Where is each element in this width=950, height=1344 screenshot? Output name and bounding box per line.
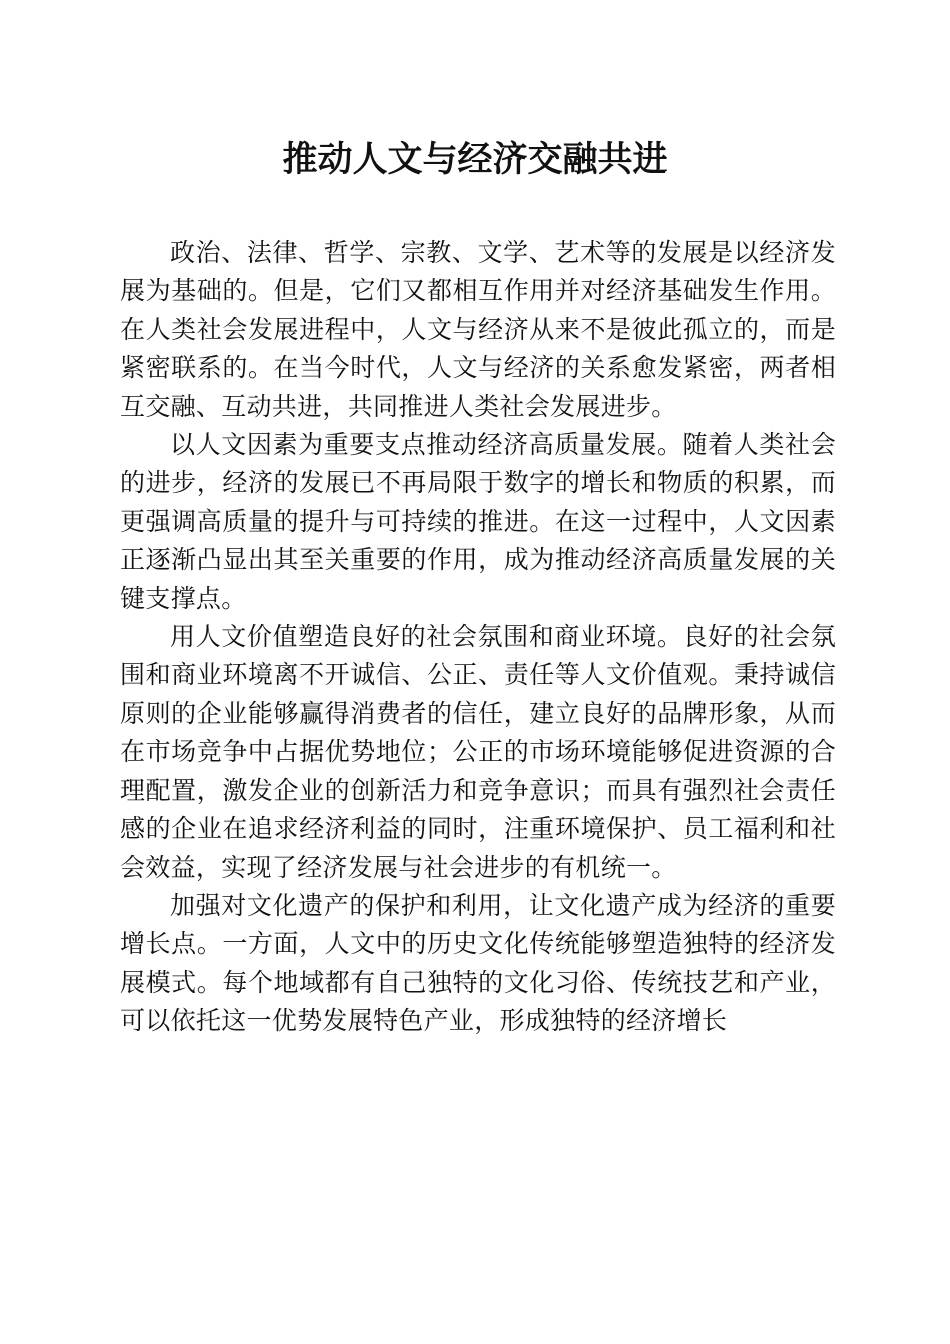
paragraph-4: 加强对文化遗产的保护和利用，让文化遗产成为经济的重要增长点。一方面，人文中的历史文化传统能够塑造独特的经济发展模式。每个地域都有自己独特的文化习俗、传统技艺和产业，可以依托这一优势发展特色产业，形成独特的经济增长 — [120, 890, 836, 1036]
paragraph-3: 用人文价值塑造良好的社会氛围和商业环境。良好的社会氛围和商业环境离不开诚信、公正、责任等人文价值观。秉持诚信原则的企业能够赢得消费者的信任，建立良好的品牌形象，从而在市场竞争中占据优势地位；公正的市场环境能够促进资源的合理配置，激发企业的创新活力和竞争意识；而具有强烈社会责任感的企业在追求经济利益的同时，注重环境保护、员工福利和社会效益，实现了经济发展与社会进步的有机统一。 — [120, 622, 836, 882]
document-title: 推动人文与经济交融共进 — [282, 139, 668, 180]
paragraph-1: 政治、法律、哲学、宗教、文学、艺术等的发展是以经济发展为基础的。但是，它们又都相互作用并对经济基础发生作用。在人类社会发展进程中，人文与经济从来不是彼此孤立的，而是紧密联系的。在当今时代，人文与经济的关系愈发紧密，两者相互交融、互动共进，共同推进人类社会发展进步。 — [120, 238, 836, 421]
document-body — [120, 234, 836, 1041]
paragraph-2: 以人文因素为重要支点推动经济高质量发展。随着人类社会的进步，经济的发展已不再局限于数字的增长和物质的积累，而更强调高质量的提升与可持续的推进。在这一过程中，人文因素正逐渐凸显出其至关重要的作用，成为推动经济高质量发展的关键支撑点。 — [120, 430, 836, 613]
